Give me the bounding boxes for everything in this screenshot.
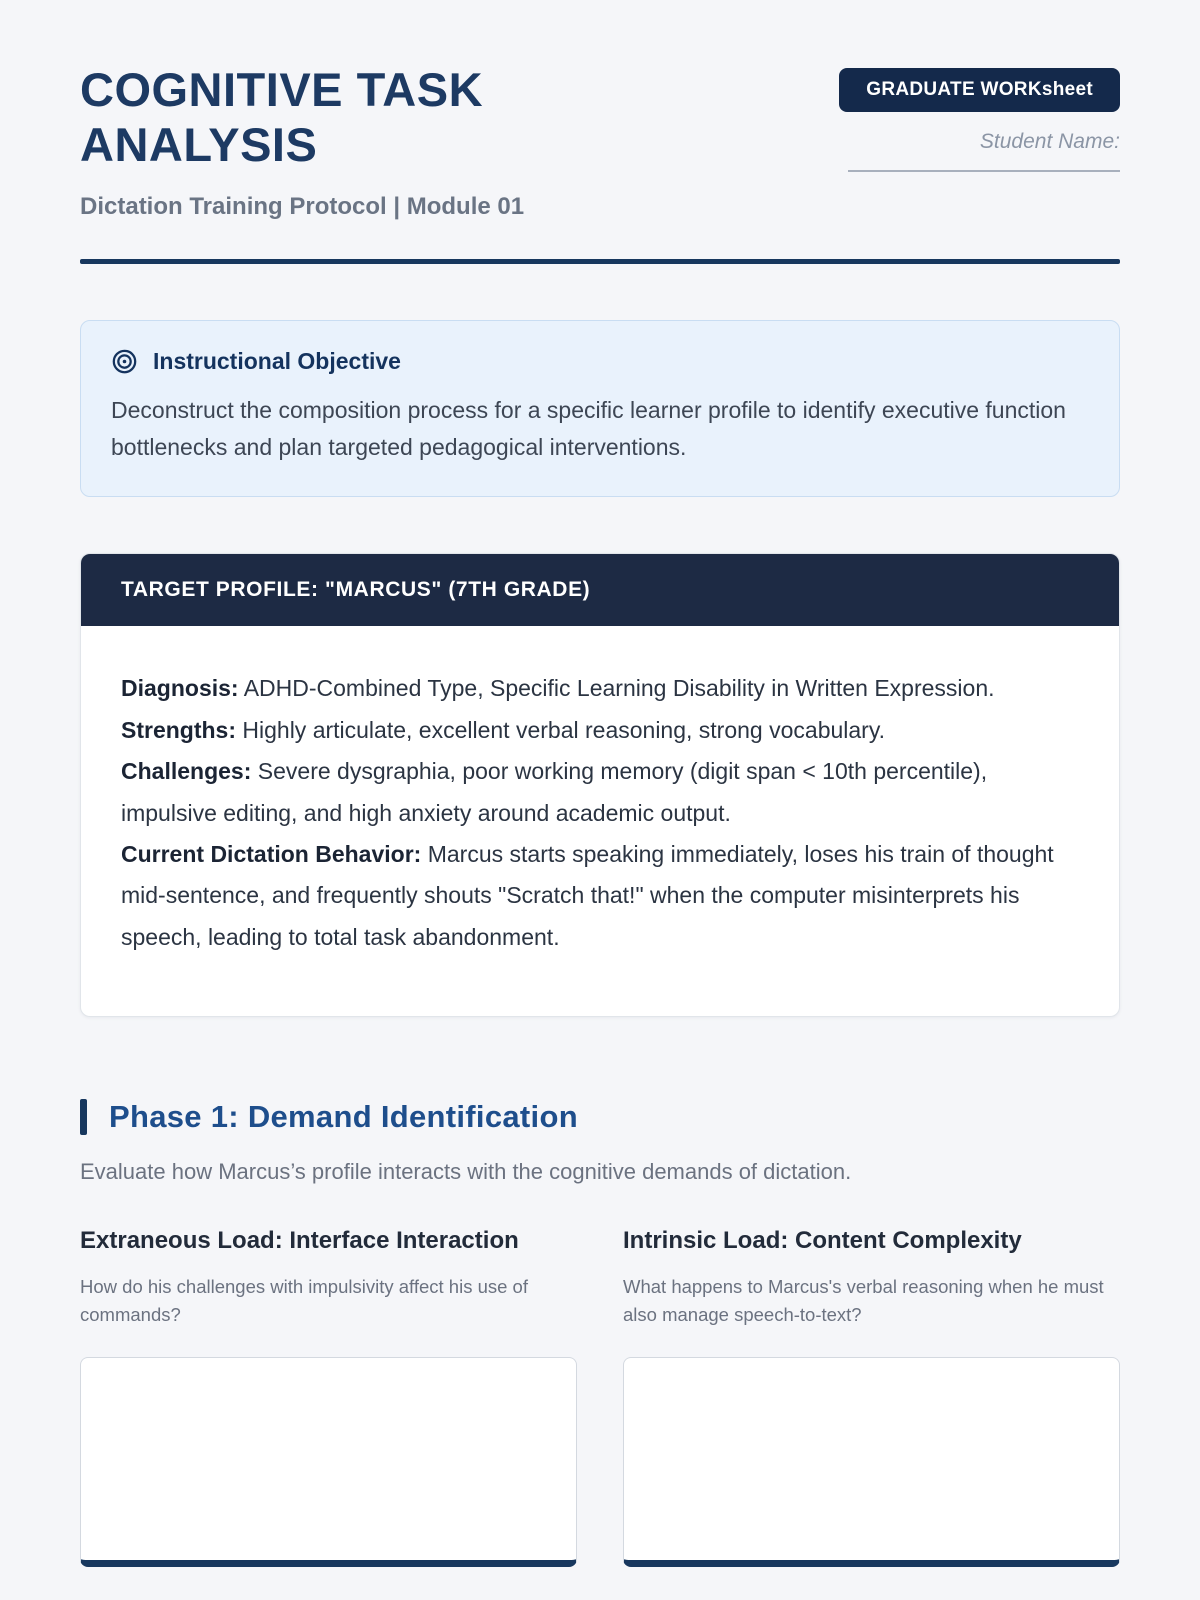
column-intrinsic-load	[623, 1227, 1120, 1567]
phase1-description: Evaluate how Marcus’s profile interacts with the cognitive demands of dictation.	[80, 1159, 852, 1185]
student-name-label: Student Name:	[979, 130, 1120, 153]
intrinsic-load-answer-textarea[interactable]	[623, 1357, 1120, 1567]
profile-text: Marcus starts speaking immediately, loses his train of thought mid-sentence, and frequently shouts "Scratch that!" when the computer misinterprets his speech, leading to total task abandonment.	[121, 840, 1054, 950]
header	[80, 62, 1120, 173]
extraneous-load-answer-textarea[interactable]	[80, 1357, 577, 1567]
profile-label: Challenges:	[121, 758, 252, 785]
profile-card-header: TARGET PROFILE: "MARCUS" (7TH GRADE)	[81, 554, 1119, 626]
profile-item-diagnosis	[121, 668, 1079, 709]
objective-body: Deconstruct the composition process for a specific learner profile to identify executive function bottlenecks and plan targeted pedagogical interventions.	[111, 396, 1066, 461]
header-divider	[80, 259, 1120, 264]
profile-text: ADHD-Combined Type, Specific Learning Disability in Written Expression.	[238, 675, 995, 702]
profile-label: Strengths:	[121, 716, 236, 743]
profile-text: Highly articulate, excellent verbal reasoning, strong vocabulary.	[236, 716, 886, 743]
instructional-objective-box	[80, 320, 1120, 498]
target-icon	[111, 348, 138, 375]
profile-item-challenges	[121, 751, 1079, 834]
intrinsic-load-prompt: What happens to Marcus's verbal reasoning when he must also manage speech-to-text?	[623, 1276, 1104, 1325]
phase1-heading-row	[80, 1099, 1120, 1135]
worksheet-page	[80, 0, 1120, 1567]
phase1-columns	[80, 1227, 1120, 1567]
profile-label: Current Dictation Behavior:	[121, 840, 422, 867]
page-subtitle: Dictation Training Protocol | Module 01	[80, 192, 525, 220]
objective-header	[111, 348, 1089, 375]
intrinsic-load-heading: Intrinsic Load: Content Complexity	[623, 1227, 1022, 1255]
profile-text: Severe dysgraphia, poor working memory (digit span < 10th percentile), impulsive editing, and high anxiety around academic output.	[121, 758, 988, 826]
column-extraneous-load	[80, 1227, 577, 1567]
phase-accent-bar	[80, 1099, 87, 1135]
profile-item-strengths	[121, 710, 1079, 751]
extraneous-load-heading: Extraneous Load: Interface Interaction	[80, 1227, 519, 1255]
profile-card-body	[81, 626, 1119, 1016]
phase1-title: Phase 1: Demand Identification	[109, 1099, 578, 1135]
profile-item-dictation-behavior	[121, 834, 1079, 958]
student-name-field[interactable]	[848, 170, 1120, 172]
extraneous-load-prompt: How do his challenges with impulsivity affect his use of commands?	[80, 1276, 528, 1325]
target-profile-card	[80, 553, 1120, 1017]
profile-label: Diagnosis:	[121, 675, 239, 702]
objective-heading: Instructional Objective	[153, 347, 401, 374]
header-right	[839, 62, 1120, 172]
page-title: COGNITIVE TASK ANALYSIS	[80, 63, 484, 172]
worksheet-badge: GRADUATE WORKsheet	[839, 68, 1120, 112]
